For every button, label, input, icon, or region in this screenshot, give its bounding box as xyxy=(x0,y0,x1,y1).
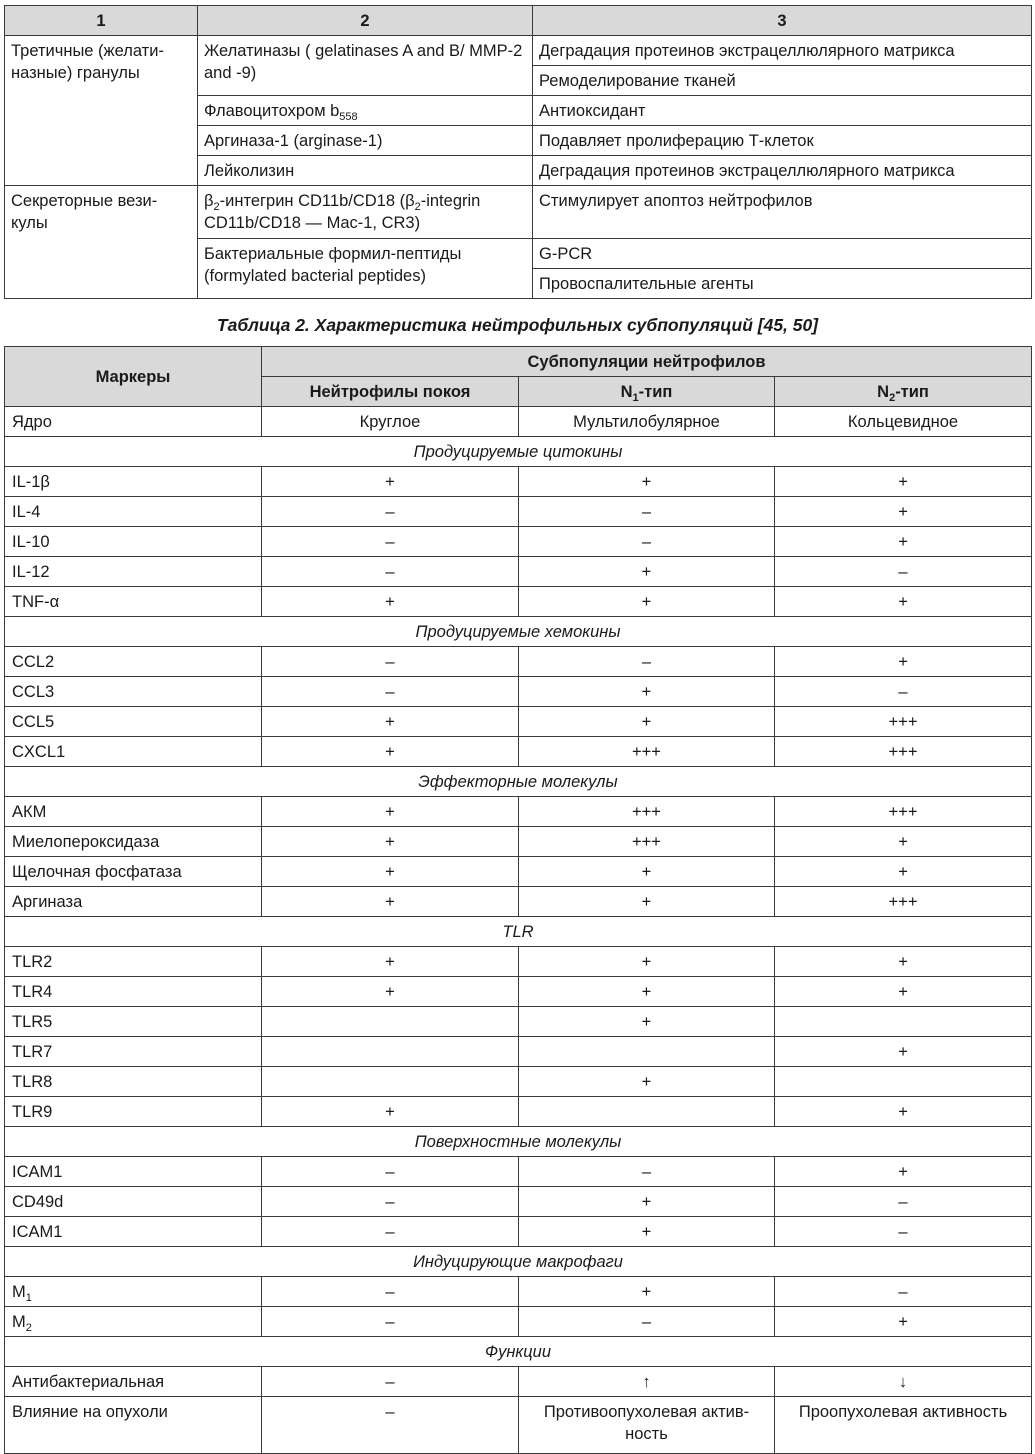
table-row xyxy=(5,527,1032,557)
table-cell: – xyxy=(262,1397,519,1454)
header-n1-sub: 1 xyxy=(632,391,639,404)
table-row xyxy=(5,797,1032,827)
table-row xyxy=(5,1367,1032,1397)
table-cell: + xyxy=(519,1067,775,1097)
table-cell: + xyxy=(775,497,1032,527)
header-n2-suffix: -тип xyxy=(895,382,929,401)
table-row xyxy=(5,1097,1032,1127)
row-label xyxy=(5,857,262,887)
table-cell xyxy=(519,1037,775,1067)
table2-header-row xyxy=(5,347,1032,377)
section-title: Функции xyxy=(5,1337,1032,1367)
row-label-text: TLR9 xyxy=(12,1102,53,1121)
row-label xyxy=(5,1217,262,1247)
section-header-row xyxy=(5,1337,1032,1367)
table-row xyxy=(5,1037,1032,1067)
function-cell: Подавляет пролиферацию Т-клеток xyxy=(533,126,1032,156)
table-cell: – xyxy=(519,1307,775,1337)
table-cell: + xyxy=(519,1187,775,1217)
section-title: Продуцируемые цитокины xyxy=(5,437,1032,467)
row-label xyxy=(5,797,262,827)
row-label xyxy=(5,1187,262,1217)
header-n1-prefix: N xyxy=(620,382,633,401)
table-cell: + xyxy=(775,647,1032,677)
row-label xyxy=(5,647,262,677)
row-label-text: M xyxy=(12,1312,26,1331)
table-cell: + xyxy=(262,587,519,617)
table-row xyxy=(5,36,1032,66)
table-cell: + xyxy=(519,1007,775,1037)
item-text: -integrin CD11b/CD18 — Mac-1, CR3) xyxy=(204,192,481,232)
group-name-secretory-vesicles: Секреторные вези-кулы xyxy=(5,186,198,299)
row-label-text: CCL2 xyxy=(12,652,55,671)
table-cell: + xyxy=(262,467,519,497)
row-label xyxy=(5,827,262,857)
table1-header-col2: 2 xyxy=(198,6,533,36)
row-label xyxy=(5,1307,262,1337)
table-cell: + xyxy=(519,1217,775,1247)
table-row xyxy=(5,186,1032,239)
table-row xyxy=(5,587,1032,617)
table-cell: +++ xyxy=(519,797,775,827)
row-label xyxy=(5,587,262,617)
table-cell xyxy=(775,1067,1032,1097)
row-label-text: ICAM1 xyxy=(12,1162,63,1181)
table-cell: + xyxy=(262,827,519,857)
table-cell: + xyxy=(519,677,775,707)
function-cell: Антиоксидант xyxy=(533,96,1032,126)
table-row xyxy=(5,1217,1032,1247)
row-label xyxy=(5,1367,262,1397)
table-row xyxy=(5,737,1032,767)
table1-header-col3: 3 xyxy=(533,6,1032,36)
function-cell: Деградация протеинов экстрацеллюлярного матрикса xyxy=(533,36,1032,66)
header-n1-suffix: -тип xyxy=(638,382,673,401)
row-label xyxy=(5,1277,262,1307)
table-cell: – xyxy=(775,1277,1032,1307)
table-cell xyxy=(262,1007,519,1037)
row-label-text: IL-4 xyxy=(12,502,41,521)
table-row xyxy=(5,707,1032,737)
table-cell: – xyxy=(262,497,519,527)
section-title: TLR xyxy=(5,917,1032,947)
row-label-text: IL-12 xyxy=(12,562,50,581)
row-label-text: IL-10 xyxy=(12,532,50,551)
row-label-text: CD49d xyxy=(12,1192,64,1211)
row-label-subscript: 2 xyxy=(25,1321,32,1334)
table-cell: ↑ xyxy=(519,1367,775,1397)
table-cell xyxy=(775,1007,1032,1037)
table1-header-col1: 1 xyxy=(5,6,198,36)
table-cell: +++ xyxy=(775,887,1032,917)
item-text: Флавоцитохром b xyxy=(204,102,340,120)
item-text: -интегрин CD11b/CD18 (β xyxy=(219,192,415,210)
row-label-text: TNF-α xyxy=(12,592,60,611)
row-label-text: Влияние на опухоли xyxy=(12,1403,168,1421)
section-title: Продуцируемые хемокины xyxy=(5,617,1032,647)
table-cell: + xyxy=(519,587,775,617)
table-row xyxy=(5,1307,1032,1337)
table-cell xyxy=(519,1097,775,1127)
row-label xyxy=(5,497,262,527)
item-subscript: 2 xyxy=(414,201,421,213)
item-subscript: 558 xyxy=(339,111,358,123)
table-cell xyxy=(262,1037,519,1067)
section-title: Индуцирующие макрофаги xyxy=(5,1247,1032,1277)
table-cell: Противоопухолевая актив-ность xyxy=(519,1397,775,1454)
row-label xyxy=(5,557,262,587)
section-header-row xyxy=(5,767,1032,797)
section-header-row xyxy=(5,617,1032,647)
table-cell: Мультилобулярное xyxy=(519,407,775,437)
table-cell: – xyxy=(775,677,1032,707)
row-label-text: АКМ xyxy=(12,802,47,821)
table-cell: – xyxy=(519,497,775,527)
row-label-text: TLR5 xyxy=(12,1012,53,1031)
row-label xyxy=(5,1007,262,1037)
row-label-text: M xyxy=(12,1282,26,1301)
table-cell: +++ xyxy=(775,737,1032,767)
table-row xyxy=(5,1277,1032,1307)
table-cell: +++ xyxy=(519,827,775,857)
table2-body xyxy=(5,437,1032,1454)
table-cell: +++ xyxy=(775,707,1032,737)
table-cell: + xyxy=(519,467,775,497)
row-label-text: Миелопероксидаза xyxy=(12,832,160,851)
table-cell: – xyxy=(519,647,775,677)
item-cell xyxy=(198,96,533,126)
table-row xyxy=(5,557,1032,587)
table-cell: + xyxy=(775,1037,1032,1067)
table-cell: +++ xyxy=(519,737,775,767)
function-cell: Провоспалительные агенты xyxy=(533,269,1032,299)
item-cell: Лейколизин xyxy=(198,156,533,186)
table-cell: – xyxy=(262,1157,519,1187)
table-cell: + xyxy=(262,887,519,917)
row-label-text: Щелочная фосфатаза xyxy=(12,862,182,881)
table-row xyxy=(5,1007,1032,1037)
table-row xyxy=(5,887,1032,917)
neutrophil-subpopulations-table xyxy=(4,346,1032,1454)
table-row xyxy=(5,467,1032,497)
row-label-subscript: 1 xyxy=(25,1291,32,1304)
row-label-text: ICAM1 xyxy=(12,1222,63,1241)
table-cell: + xyxy=(519,707,775,737)
table-cell: – xyxy=(262,527,519,557)
row-label xyxy=(5,1037,262,1067)
table-cell: + xyxy=(262,947,519,977)
table-row xyxy=(5,1157,1032,1187)
table-cell: – xyxy=(775,557,1032,587)
table-cell: + xyxy=(775,947,1032,977)
section-title: Поверхностные молекулы xyxy=(5,1127,1032,1157)
table-cell: + xyxy=(262,737,519,767)
section-header-row xyxy=(5,917,1032,947)
row-label-text: IL-1β xyxy=(12,472,50,491)
row-label-text: CXCL1 xyxy=(12,742,66,761)
table-cell: + xyxy=(775,467,1032,497)
section-header-row xyxy=(5,437,1032,467)
row-label xyxy=(5,1157,262,1187)
table-cell xyxy=(262,1067,519,1097)
section-header-row xyxy=(5,1247,1032,1277)
table-cell: + xyxy=(262,977,519,1007)
table-cell: – xyxy=(262,1187,519,1217)
table-row xyxy=(5,977,1032,1007)
item-cell: Бактериальные формил-пептиды (formylated bacterial peptides) xyxy=(198,239,533,299)
table-cell: + xyxy=(262,707,519,737)
table-cell: – xyxy=(262,647,519,677)
table-cell: +++ xyxy=(775,797,1032,827)
row-label xyxy=(5,947,262,977)
row-label-text: TLR7 xyxy=(12,1042,53,1061)
table1-header-row xyxy=(5,6,1032,36)
table-cell: – xyxy=(262,1277,519,1307)
table-row xyxy=(5,497,1032,527)
row-label: Ядро xyxy=(5,407,262,437)
function-cell: G-PCR xyxy=(533,239,1032,269)
row-label-text: CCL5 xyxy=(12,712,55,731)
table-cell: + xyxy=(262,797,519,827)
row-label-text: CCL3 xyxy=(12,682,55,701)
table-row xyxy=(5,407,1032,437)
table-cell: + xyxy=(775,527,1032,557)
table-cell: ↓ xyxy=(775,1367,1032,1397)
header-n2-sub: 2 xyxy=(889,391,896,404)
table-cell: + xyxy=(262,857,519,887)
table-cell: – xyxy=(519,527,775,557)
table-cell: – xyxy=(262,1307,519,1337)
table-cell: + xyxy=(775,827,1032,857)
table-cell: + xyxy=(519,977,775,1007)
table-cell: + xyxy=(775,1307,1032,1337)
table-row xyxy=(5,857,1032,887)
header-markers: Маркеры xyxy=(5,347,262,407)
table-cell: + xyxy=(519,557,775,587)
item-cell: Аргиназа-1 (arginase-1) xyxy=(198,126,533,156)
row-label xyxy=(5,677,262,707)
table-row xyxy=(5,947,1032,977)
table-cell: – xyxy=(262,677,519,707)
row-label xyxy=(5,887,262,917)
table2-caption: Таблица 2. Характеристика нейтрофильных субпопуляций [45, 50] xyxy=(216,315,819,335)
row-label xyxy=(5,737,262,767)
table-cell: Кольцевидное xyxy=(775,407,1032,437)
item-cell xyxy=(198,186,533,239)
table-cell: + xyxy=(775,587,1032,617)
row-label-text: TLR2 xyxy=(12,952,53,971)
table-cell: + xyxy=(519,947,775,977)
header-n2-prefix: N xyxy=(877,382,890,401)
table-cell: Проопухолевая активность xyxy=(775,1397,1032,1454)
table-cell: + xyxy=(775,1157,1032,1187)
table-cell: + xyxy=(519,1277,775,1307)
table-cell: + xyxy=(519,857,775,887)
table-row xyxy=(5,1187,1032,1217)
header-resting-neutrophils: Нейтрофилы покоя xyxy=(262,377,519,407)
function-cell: Ремоделирование тканей xyxy=(533,66,1032,96)
table-row xyxy=(5,677,1032,707)
table-row xyxy=(5,647,1032,677)
table-cell: + xyxy=(519,887,775,917)
row-label xyxy=(5,977,262,1007)
item-subscript: 2 xyxy=(213,201,220,213)
row-label-text: Аргиназа xyxy=(12,892,83,911)
section-title: Эффекторные молекулы xyxy=(5,767,1032,797)
item-text: β xyxy=(204,192,214,210)
table-row xyxy=(5,1397,1032,1454)
row-label xyxy=(5,1097,262,1127)
row-label xyxy=(5,527,262,557)
function-cell: Стимулирует апоптоз нейтрофилов xyxy=(533,186,1032,239)
header-subpopulations: Субпопуляции нейтрофилов xyxy=(262,347,1032,377)
table-cell: + xyxy=(775,977,1032,1007)
header-n2-type xyxy=(775,377,1032,407)
row-label-text: Антибактериальная xyxy=(12,1372,165,1391)
table-cell: + xyxy=(775,1097,1032,1127)
table-cell: – xyxy=(775,1217,1032,1247)
item-cell: Желатиназы ( gelatinases A and B/ MMP-2 and -9) xyxy=(198,36,533,96)
table-row xyxy=(5,827,1032,857)
function-cell: Деградация протеинов экстрацеллюлярного матрикса xyxy=(533,156,1032,186)
table-cell: – xyxy=(262,1367,519,1397)
table-cell: – xyxy=(262,1217,519,1247)
table-cell: Круглое xyxy=(262,407,519,437)
table-cell: + xyxy=(775,857,1032,887)
granules-table xyxy=(4,5,1032,299)
row-label xyxy=(5,707,262,737)
header-n1-type xyxy=(519,377,775,407)
row-label-text: TLR8 xyxy=(12,1072,53,1091)
table-cell: – xyxy=(519,1157,775,1187)
table-cell: – xyxy=(262,557,519,587)
row-label xyxy=(5,1397,262,1454)
table-cell: – xyxy=(775,1187,1032,1217)
group-name-tertiary-granules: Третичные (желати-назные) гранулы xyxy=(5,36,198,186)
row-label xyxy=(5,467,262,497)
section-header-row xyxy=(5,1127,1032,1157)
table-row xyxy=(5,1067,1032,1097)
row-label-text: TLR4 xyxy=(12,982,53,1001)
row-label xyxy=(5,1067,262,1097)
table-cell: + xyxy=(262,1097,519,1127)
